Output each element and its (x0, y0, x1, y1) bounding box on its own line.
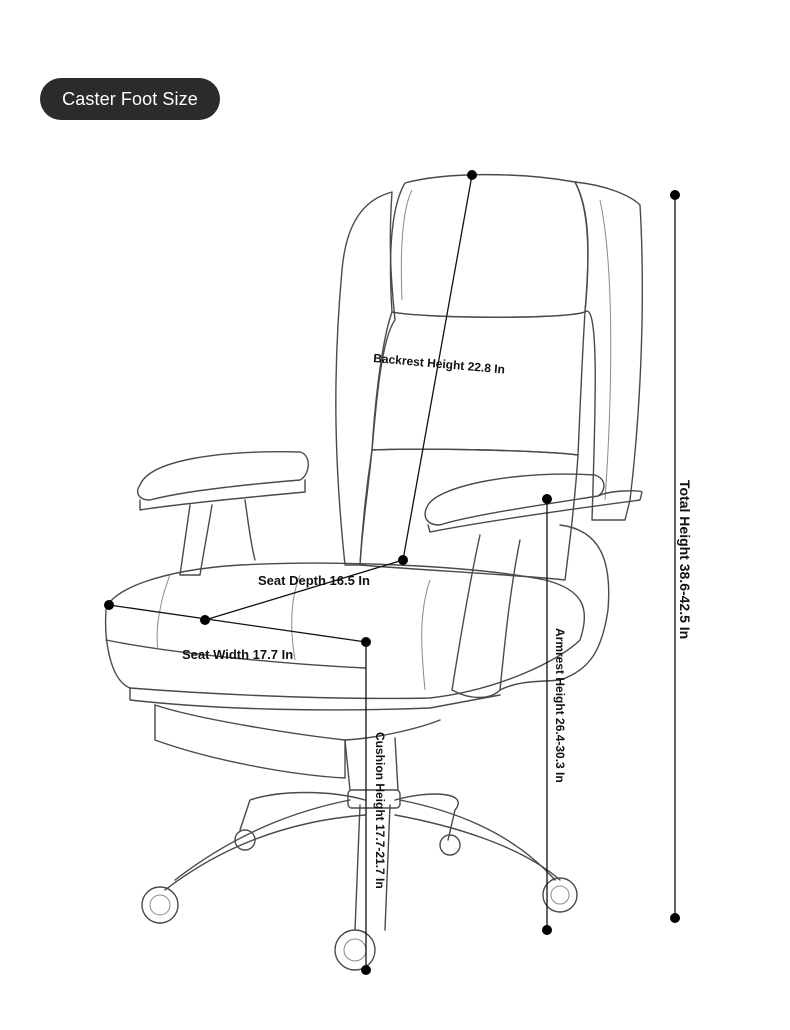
armrest-height-label: Armrest Height 26.4-30.3 In (553, 628, 567, 783)
seat-depth-label: Seat Depth 16.5 In (258, 573, 370, 588)
total-height-label: Total Height 38.6-42.5 In (677, 480, 693, 640)
total-height-bottom-marker (670, 913, 680, 923)
dimension-labels (182, 351, 693, 889)
cushion-height-label: Cushion Height 17.7-21.7 In (373, 732, 387, 889)
backrest-top-marker (467, 170, 477, 180)
armrest-bottom-marker (542, 925, 552, 935)
backrest-height-label: Backrest Height 22.8 In (372, 351, 506, 377)
total-height-top-marker (670, 190, 680, 200)
seat-depth-line (205, 560, 403, 620)
caster-foot-size-badge: Caster Foot Size (40, 78, 220, 120)
seat-depth-front-marker (200, 615, 210, 625)
cushion-bottom-marker (361, 965, 371, 975)
seat-width-label: Seat Width 17.7 In (182, 647, 294, 662)
armrest-top-marker (542, 494, 552, 504)
seat-width-left-marker (104, 600, 114, 610)
